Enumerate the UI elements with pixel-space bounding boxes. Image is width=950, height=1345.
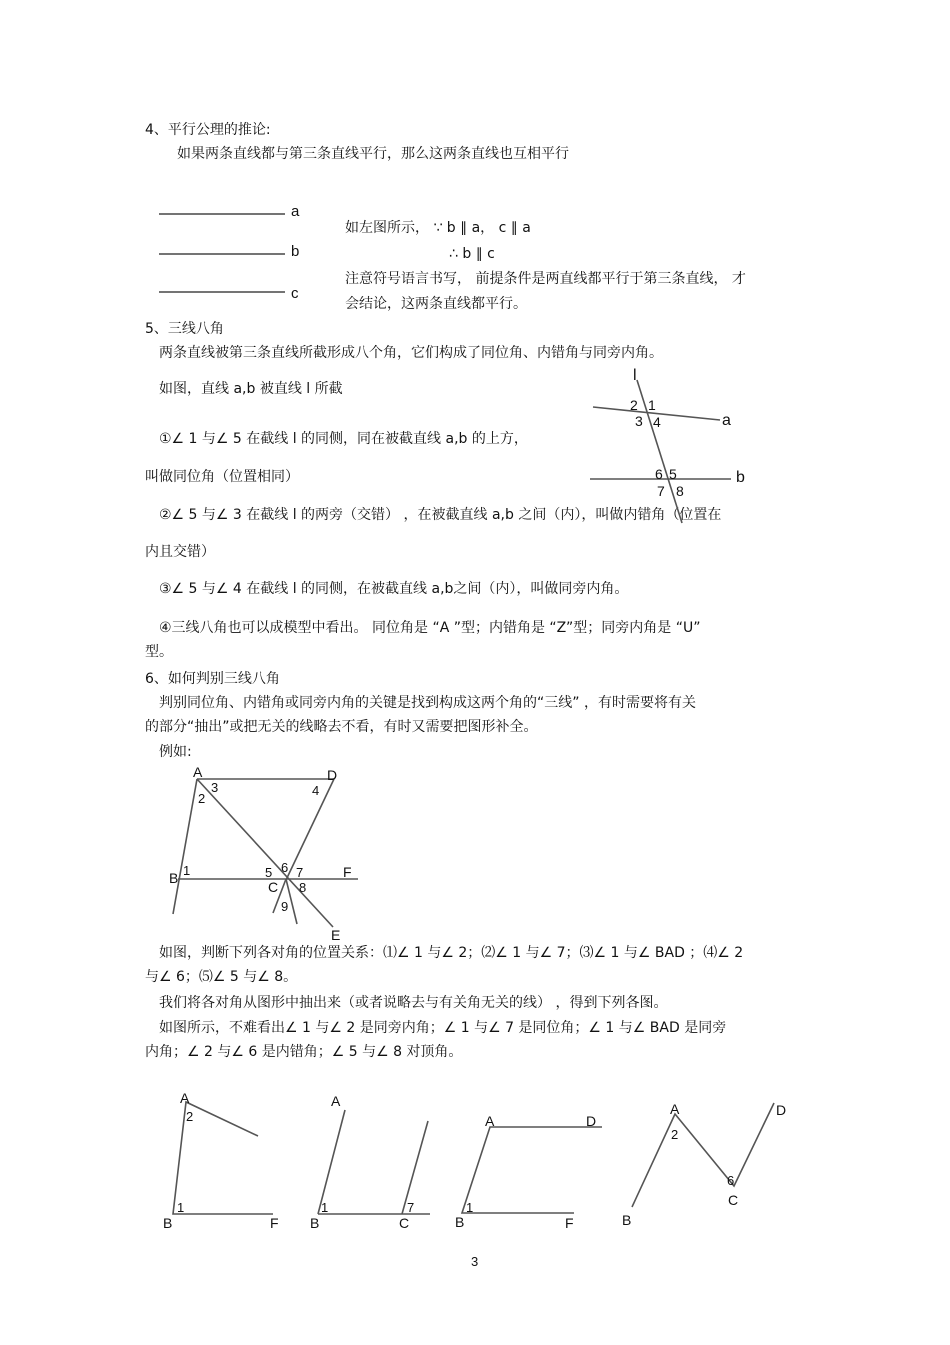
angle-7: 7 — [407, 1200, 415, 1215]
point-C: C — [728, 1192, 739, 1208]
page-number: 3 — [471, 1254, 479, 1269]
point-F: F — [270, 1215, 279, 1231]
sec5-intro: 两条直线被第三条直线所截形成八个角，它们构成了同位角、内错角与同旁内角。 — [159, 345, 663, 361]
angle-1: 1 — [177, 1200, 185, 1215]
angle-6: 6 — [655, 466, 663, 482]
point-F: F — [565, 1215, 574, 1231]
sec5-p5b: 型。 — [145, 644, 173, 660]
sec4-proof-line2: ∴ b ∥ c — [449, 246, 495, 262]
label-l: l — [633, 367, 637, 384]
sec5-p4: ③∠ 5 与∠ 4 在截线 l 的同侧，在被截直线 a,b之间（内），叫做同旁内角。 — [159, 581, 629, 597]
angle-2: 2 — [630, 397, 638, 413]
label-a: a — [722, 412, 731, 429]
label-b: b — [736, 469, 745, 486]
sec6-extract: 我们将各对角从图形中抽出来（或者说略去与有关角无关的线） ，得到下列各图。 — [159, 995, 668, 1011]
point-A: A — [485, 1113, 495, 1129]
sec6-question-b: 与∠ 6；⑸∠ 5 与∠ 8。 — [145, 969, 298, 985]
sec5-p3a: ②∠ 5 与∠ 3 在截线 l 的两旁（交错） ，在被截直线 a,b 之间（内），叫做内错角（位置在 — [159, 507, 722, 523]
angle-1: 1 — [183, 863, 191, 878]
angle-5: 5 — [669, 466, 677, 482]
angle-6: 6 — [727, 1173, 735, 1188]
line-label-a: a — [291, 203, 300, 220]
point-C: C — [268, 879, 279, 895]
sec6-answer-a: 如图所示，不难看出∠ 1 与∠ 2 是同旁内角；∠ 1 与∠ 7 是同位角；∠ 1 与∠ BAD 是同旁 — [159, 1020, 727, 1036]
sec6-answer-b: 内角；∠ 2 与∠ 6 是内错角；∠ 5 与∠ 8 对顶角。 — [145, 1044, 463, 1060]
angle-8: 8 — [299, 880, 307, 895]
point-F: F — [343, 864, 352, 880]
point-B: B — [169, 870, 179, 886]
sec4-statement: 如果两条直线都与第三条直线平行，那么这两条直线也互相平行 — [177, 146, 569, 162]
angle-4: 4 — [312, 783, 320, 798]
angle-2: 2 — [186, 1109, 194, 1124]
point-A: A — [670, 1101, 680, 1117]
sec6-p1a: 判别同位角、内错角或同旁内角的关键是找到构成这两个角的“三线” ，有时需要将有关 — [159, 695, 696, 711]
point-A: A — [180, 1090, 190, 1106]
point-D: D — [327, 767, 338, 783]
sec5-p5a: ④三线八角也可以成模型中看出。 同位角是 “A ”型；内错角是 “Z”型；同旁内角是 “U” — [159, 620, 701, 636]
sec5-p2a: ①∠ 1 与∠ 5 在截线 l 的同侧，同在被截直线 a,b 的上方， — [159, 431, 528, 447]
point-B: B — [310, 1215, 320, 1231]
sec6-p1b: 的部分“抽出”或把无关的线略去不看，有时又需要把图形补全。 — [145, 719, 538, 735]
sec4-note-line1: 注意符号语言书写， 前提条件是两直线都平行于第三条直线， 才 — [345, 271, 746, 287]
sec5-p1: 如图，直线 a,b 被直线 l 所截 — [159, 381, 343, 397]
point-C: C — [399, 1215, 410, 1231]
sec6-question-a: 如图，判断下列各对角的位置关系：⑴∠ 1 与∠ 2；⑵∠ 1 与∠ 7；⑶∠ 1 与∠ BAD ；⑷∠ 2 — [159, 945, 744, 961]
angle-7: 7 — [657, 483, 665, 499]
angle-3: 3 — [635, 413, 643, 429]
angle-1: 1 — [321, 1200, 329, 1215]
point-B: B — [455, 1214, 465, 1230]
angle-8: 8 — [676, 483, 684, 499]
point-A: A — [331, 1093, 341, 1109]
sec5-heading: 5、三线八角 — [145, 321, 224, 337]
sec6-example: 例如: — [159, 744, 192, 760]
angle-2: 2 — [671, 1127, 679, 1142]
point-B: B — [622, 1212, 632, 1228]
point-B: B — [163, 1215, 173, 1231]
line-label-c: c — [291, 285, 299, 302]
angle-3: 3 — [211, 780, 219, 795]
angle-4: 4 — [653, 414, 661, 430]
sec4-proof-line1: 如左图所示， ∵ b ∥ a， c ∥ a — [345, 220, 531, 236]
angle-6: 6 — [281, 860, 289, 875]
sec4-note-line2: 会结论，这两条直线都平行。 — [345, 296, 527, 312]
line-label-b: b — [291, 243, 300, 260]
angle-5: 5 — [265, 865, 273, 880]
angle-1: 1 — [648, 397, 656, 413]
sec6-heading: 6、如何判别三线八角 — [145, 671, 280, 687]
angle-7: 7 — [296, 865, 304, 880]
point-D: D — [586, 1113, 597, 1129]
sec5-p2b: 叫做同位角（位置相同） — [145, 469, 299, 485]
angle-1: 1 — [466, 1200, 474, 1215]
angle-9: 9 — [281, 899, 289, 914]
point-D: D — [776, 1102, 787, 1118]
sec5-p3b: 内且交错） — [145, 544, 215, 560]
point-A: A — [193, 764, 203, 780]
angle-2: 2 — [198, 791, 206, 806]
point-E: E — [331, 927, 341, 943]
sec4-heading: 4、平行公理的推论: — [145, 122, 271, 138]
